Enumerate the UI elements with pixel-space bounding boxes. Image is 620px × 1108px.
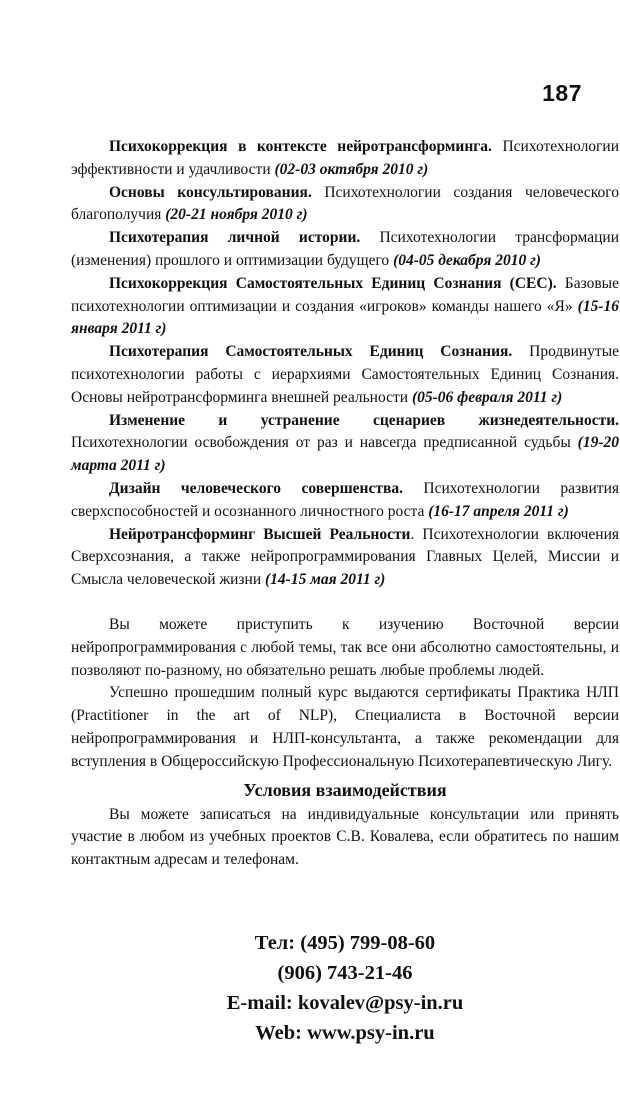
seminar-description: Продвинутые психотехнологии работы с иерархиями Самостоятельных Единиц Сознания. Основы нейротрансформинга внешней реальности [71, 343, 619, 406]
contact-block [71, 928, 619, 1048]
seminar-item [71, 182, 619, 228]
body-paragraph: Успешно прошедшим полный курс выдаются сертификаты Практика НЛП (Practitioner in the art of NLP), Специалиста в Восточной версии нейропрограммирования и НЛП-консультанта, а также рекомендации для вступления в Общероссийскую Профессиональную Психотерапевтическую Лигу. [71, 684, 619, 770]
seminar-item [71, 410, 619, 478]
seminar-date: (19-20 марта 2011 г) [71, 434, 619, 475]
seminar-title: Нейротрансформинг Высшей Реальности [109, 525, 411, 543]
seminar-item [71, 524, 619, 592]
seminar-date: (16-17 апреля 2011 г) [428, 502, 569, 520]
seminar-title: Психокоррекция Самостоятельных Единиц Сознания (СЕС). [109, 274, 557, 292]
seminar-title: Изменение и устранение сценариев жизнедеятельности. [109, 411, 619, 429]
seminar-date: (14-15 мая 2011 г) [265, 571, 386, 589]
seminar-date: (15-16 января 2011 г) [71, 297, 619, 338]
phone-primary: Тел: (495) 799-08-60 [254, 932, 436, 954]
seminar-item [71, 136, 619, 182]
seminar-title: Психотерапия личной истории. [109, 229, 361, 247]
seminar-description: Психотехнологии трансформации (изменения) прошлого и оптимизации будущего [71, 229, 619, 269]
email-line: E-mail: kovalev@psy-in.ru [226, 992, 464, 1014]
seminar-item [71, 341, 619, 409]
seminar-description: Базовые психотехнологии оптимизации и создания «игроков» команды нашего «Я» [71, 274, 619, 315]
section-title: Условия взаимодействия [243, 779, 447, 800]
seminar-date: (05-06 февраля 2011 г) [411, 388, 563, 406]
seminar-description: Психотехнологии развития сверхспособностей и осознанного личностного роста [71, 479, 619, 520]
seminar-description: Психотехнологии эффективности и удачливости [71, 138, 620, 178]
seminar-item [71, 227, 619, 273]
seminar-description: Психотехнологии освобождения от раз и навсегда предписанной судьбы [71, 434, 578, 452]
seminar-title: Дизайн человеческого совершенства. [109, 479, 403, 497]
seminar-description: Психотехнологии создания человеческого благополучия [71, 183, 619, 224]
seminar-date: (02-03 октября 2010 г) [274, 160, 429, 178]
seminar-date: (20-21 ноября 2010 г) [165, 206, 308, 224]
seminar-title: Психокоррекция в контексте нейротрансформинга. [109, 138, 492, 155]
seminar-item [71, 273, 619, 341]
phone-secondary: (906) 743-21-46 [277, 962, 413, 984]
body-paragraph: Вы можете приступить к изучению Восточной версии нейропрограммирования с любой темы, так все они абсолютно самостоятельны, и позволяют по-разному, но обязательно решать любые проблемы людей. [71, 615, 619, 679]
page-number: 187 [542, 80, 582, 106]
conditions-paragraph: Вы можете записаться на индивидуальные консультации или принять участие в любом из учебных проектов С.В. Ковалева, если обратитесь по нашим контактным адресам и телефонам. [71, 805, 619, 869]
seminar-title: Основы консультирования. [109, 183, 312, 201]
page-body [71, 136, 619, 872]
seminar-title: Психотерапия Самостоятельных Единиц Сознания. [109, 343, 513, 361]
seminar-description: . Психотехнологии включения Сверхсознания, а также нейропрограммирования Главных Целей, Миссии и Смысла человеческой жизни [71, 525, 620, 589]
seminar-item [71, 478, 619, 524]
seminar-date: (04-05 декабря 2010 г) [393, 251, 541, 269]
website-line: Web: www.psy-in.ru [255, 1022, 435, 1044]
